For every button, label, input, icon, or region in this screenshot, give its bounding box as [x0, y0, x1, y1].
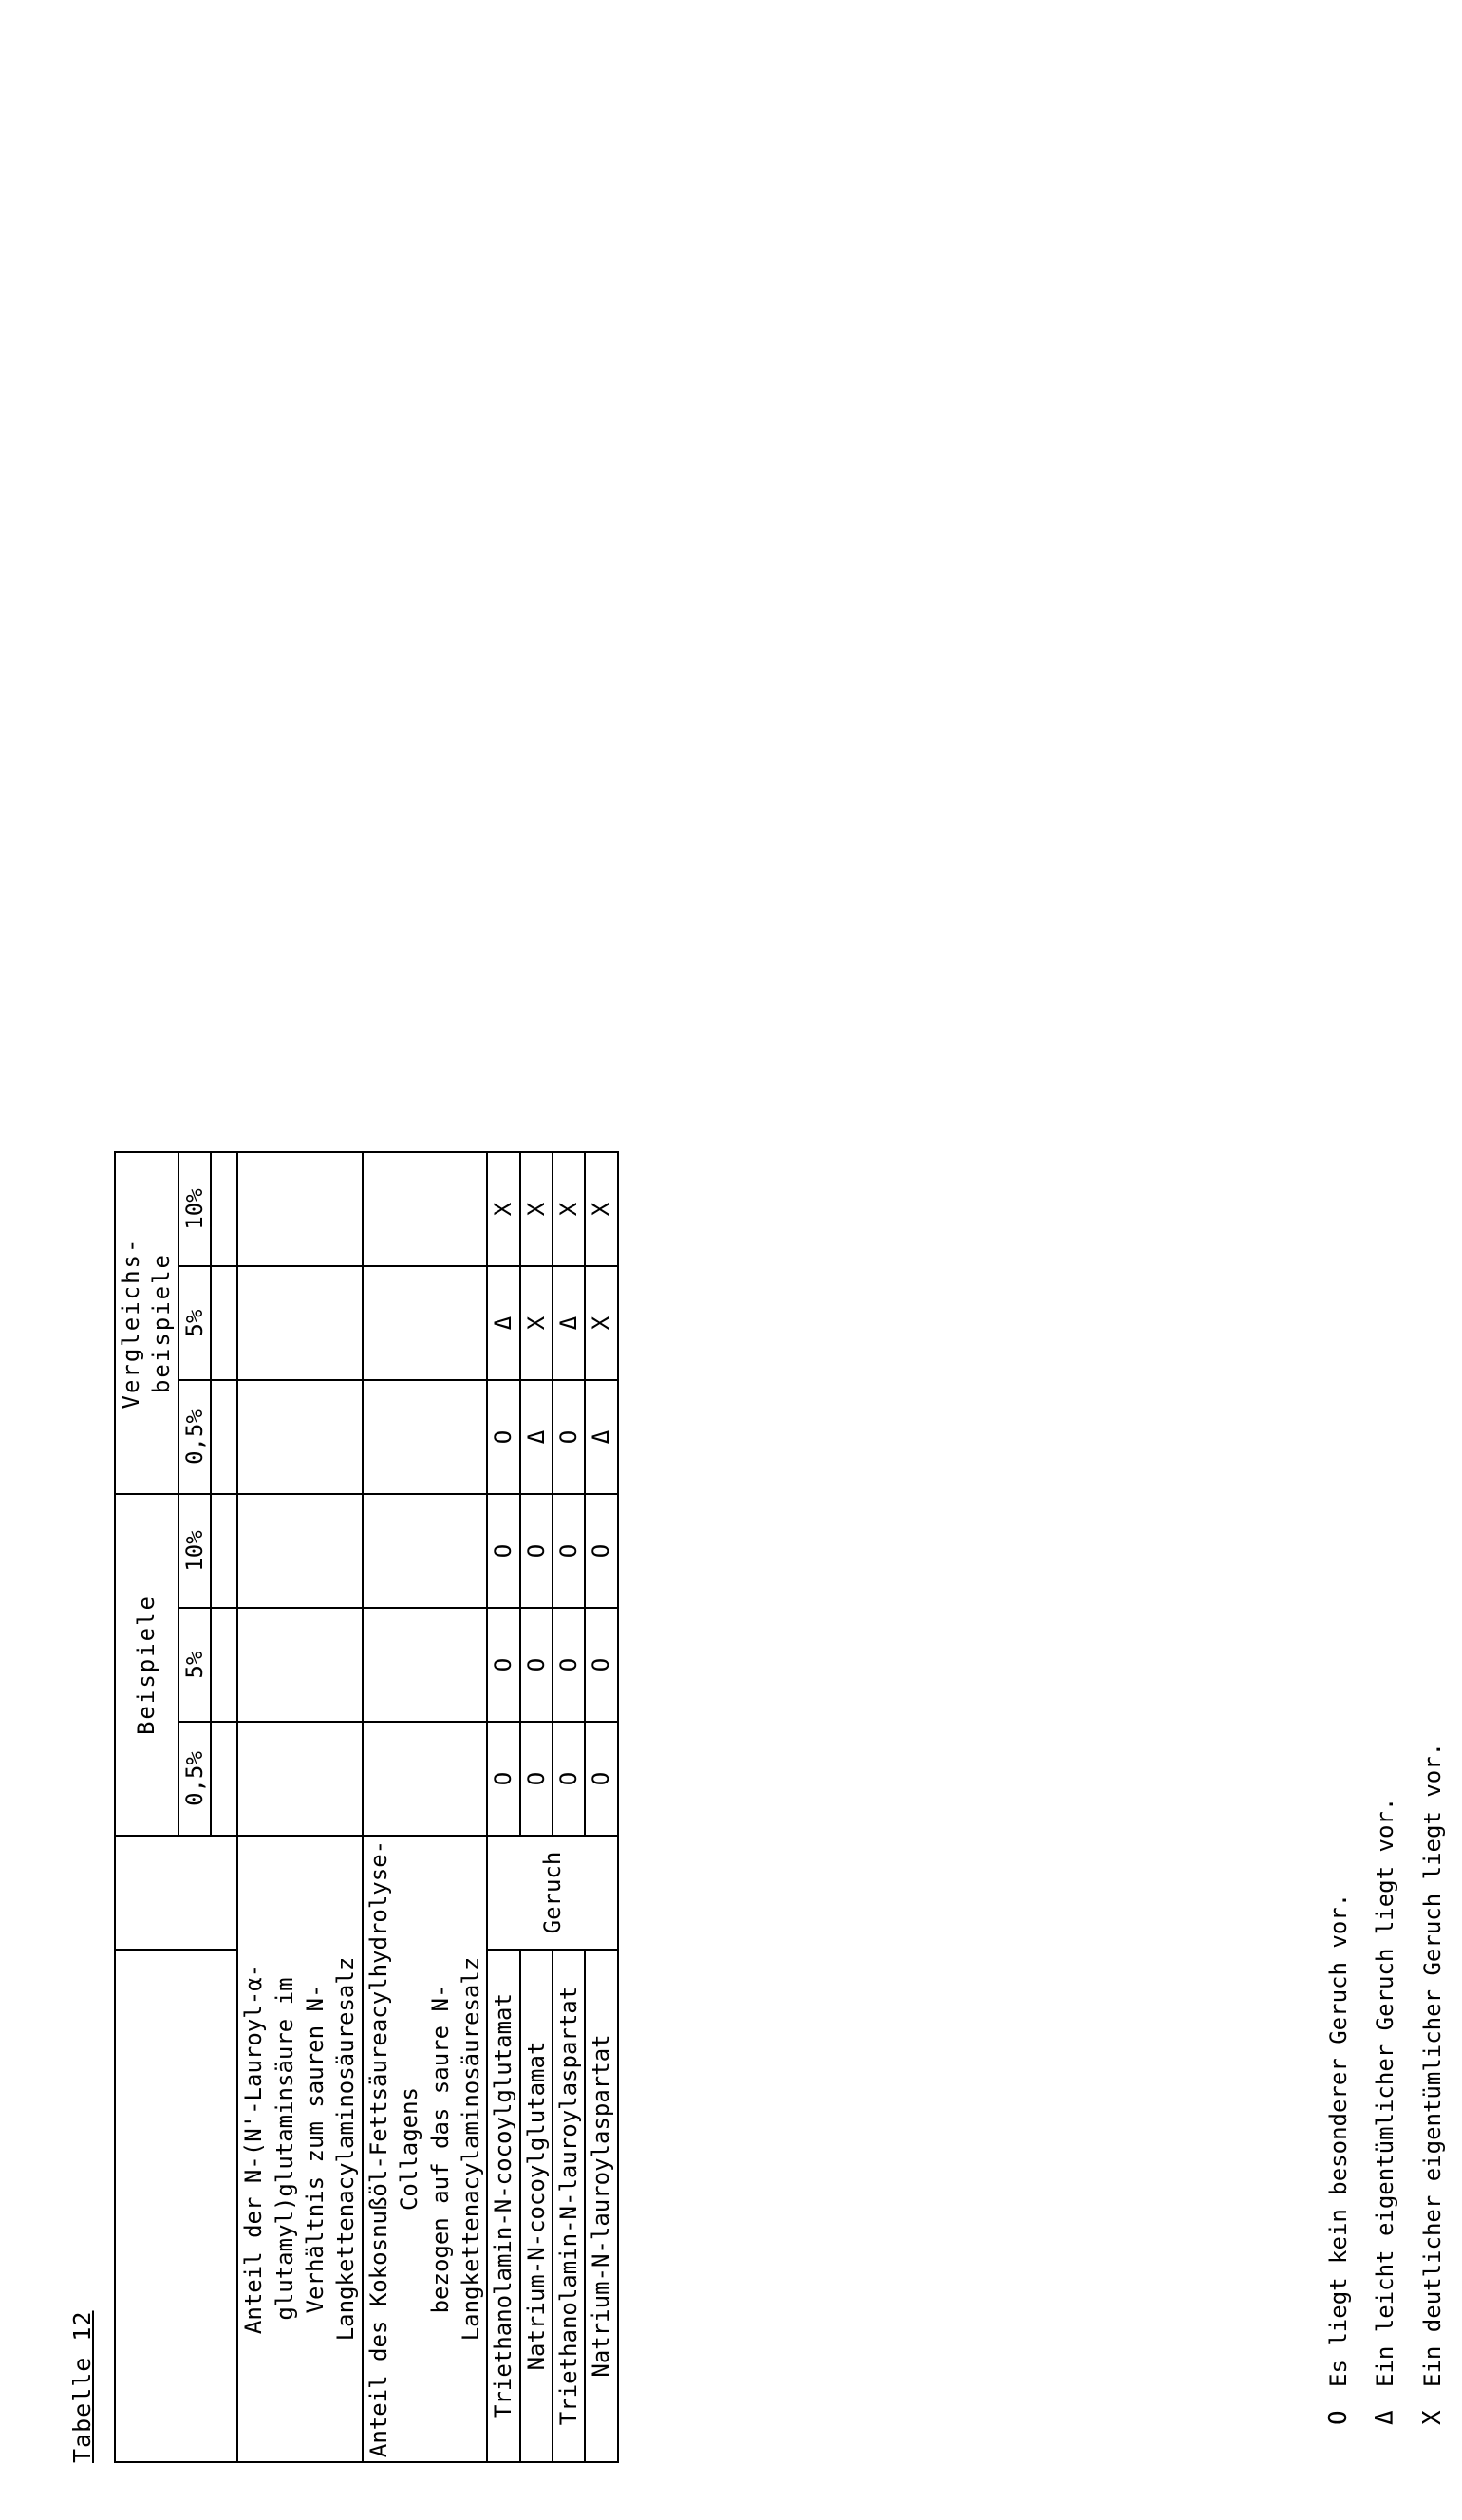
concentration-examples-0: 0,5%	[178, 1722, 211, 1836]
legend-text-1: Ein leicht eigentümlicher Geruch liegt vor.	[1372, 1797, 1399, 2387]
table-row-share-collagen	[363, 1152, 488, 2462]
value-examples-1-0: O	[520, 1722, 553, 1836]
group-header-examples: Beispiele	[115, 1494, 178, 1836]
substance-label-3: Natrium-N-lauroylaspartat	[585, 1950, 617, 2462]
table-row-substance-1	[520, 1152, 553, 2462]
value-comparative-2-1: Δ	[553, 1266, 585, 1380]
spacer-cell-0	[211, 1722, 237, 1836]
table-row-substance-3	[585, 1152, 617, 2462]
spacer-cell-1	[211, 1608, 237, 1722]
spacer-cell-3	[211, 1380, 237, 1494]
table-row-substance-2	[553, 1152, 585, 2462]
value-comparative-3-0: Δ	[585, 1380, 617, 1494]
row-label-share-collagen: Anteil des Kokosnußöl-Fettsäureacylhydrolyse-Collagens bezogen auf das saure N-Langkettenacylaminosäuresalz	[363, 1836, 488, 2462]
cell-share-collagen-e0	[363, 1722, 488, 1836]
value-examples-3-0: O	[585, 1722, 617, 1836]
value-comparative-0-1: Δ	[487, 1266, 519, 1380]
legend-text-0: Es liegt kein besonderer Geruch vor.	[1325, 1893, 1352, 2387]
table-row-substance-0	[487, 1152, 519, 2462]
cell-share-glutamic-v1	[237, 1266, 363, 1380]
cell-share-collagen-e2	[363, 1494, 488, 1608]
legend-item-0	[1316, 1743, 1362, 2425]
value-comparative-2-2: X	[553, 1152, 585, 1266]
value-examples-1-2: O	[520, 1494, 553, 1608]
spacer-cell-4	[211, 1266, 237, 1380]
row-label-share-glutamic: Anteil der N-(N'-Lauroyl-α-glutamyl)glutaminsäure im Verhältnis zum sauren N-Langkettenacylaminosäuresalz	[237, 1836, 363, 2462]
corner-cell-empty-2	[115, 1836, 237, 1950]
value-comparative-1-2: X	[520, 1152, 553, 1266]
concentration-examples-1: 5%	[178, 1608, 211, 1722]
value-examples-0-0: O	[487, 1722, 519, 1836]
cell-share-collagen-v1	[363, 1266, 488, 1380]
value-comparative-1-1: X	[520, 1266, 553, 1380]
value-examples-1-1: O	[520, 1608, 553, 1722]
legend-symbol-triangle: Δ	[1371, 2410, 1400, 2425]
value-comparative-3-2: X	[585, 1152, 617, 1266]
value-examples-3-2: O	[585, 1494, 617, 1608]
value-examples-2-1: O	[553, 1608, 585, 1722]
value-examples-0-2: O	[487, 1494, 519, 1608]
results-table	[114, 1151, 619, 2463]
value-examples-0-1: O	[487, 1608, 519, 1722]
cell-share-collagen-e1	[363, 1608, 488, 1722]
page-title: Tabelle 12	[68, 2310, 96, 2463]
concentration-examples-2: 10%	[178, 1494, 211, 1608]
cell-share-glutamic-e0	[237, 1722, 363, 1836]
cell-share-glutamic-e2	[237, 1494, 363, 1608]
substance-label-1: Natrium-N-cocoylglutamat	[520, 1950, 553, 2462]
concentration-comparative-0: 0,5%	[178, 1380, 211, 1494]
cell-share-glutamic-v0	[237, 1380, 363, 1494]
table-row-share-glutamic	[237, 1152, 363, 2462]
legend-symbol-circle: O	[1324, 2410, 1353, 2425]
value-comparative-0-0: O	[487, 1380, 519, 1494]
cell-share-glutamic-v2	[237, 1152, 363, 1266]
value-comparative-3-1: X	[585, 1266, 617, 1380]
legend-item-2	[1410, 1743, 1456, 2425]
value-examples-2-2: O	[553, 1494, 585, 1608]
legend	[1316, 1743, 1456, 2425]
value-comparative-0-2: X	[487, 1152, 519, 1266]
legend-symbol-cross: X	[1417, 2410, 1447, 2425]
spacer-cell-2	[211, 1494, 237, 1608]
concentration-comparative-2: 10%	[178, 1152, 211, 1266]
value-examples-2-0: O	[553, 1722, 585, 1836]
legend-text-2: Ein deutlicher eigentümlicher Geruch liegt vor.	[1418, 1742, 1446, 2387]
table-row-group-headers	[115, 1152, 178, 2462]
cell-share-collagen-v0	[363, 1380, 488, 1494]
substance-label-2: Triethanolamin-N-lauroylaspartat	[553, 1950, 585, 2462]
cell-share-collagen-v2	[363, 1152, 488, 1266]
row-label-geruch: Geruch	[487, 1836, 618, 1950]
substance-label-0: Triethanolamin-N-cocoylglutamat	[487, 1950, 519, 2462]
legend-item-1	[1362, 1743, 1409, 2425]
value-comparative-2-0: O	[553, 1380, 585, 1494]
cell-share-glutamic-e1	[237, 1608, 363, 1722]
group-header-comparative: Vergleichs- beispiele	[115, 1152, 178, 1494]
value-examples-3-1: O	[585, 1608, 617, 1722]
value-comparative-1-0: Δ	[520, 1380, 553, 1494]
corner-cell-empty	[115, 1950, 237, 2462]
spacer-cell-5	[211, 1152, 237, 1266]
concentration-comparative-1: 5%	[178, 1266, 211, 1380]
